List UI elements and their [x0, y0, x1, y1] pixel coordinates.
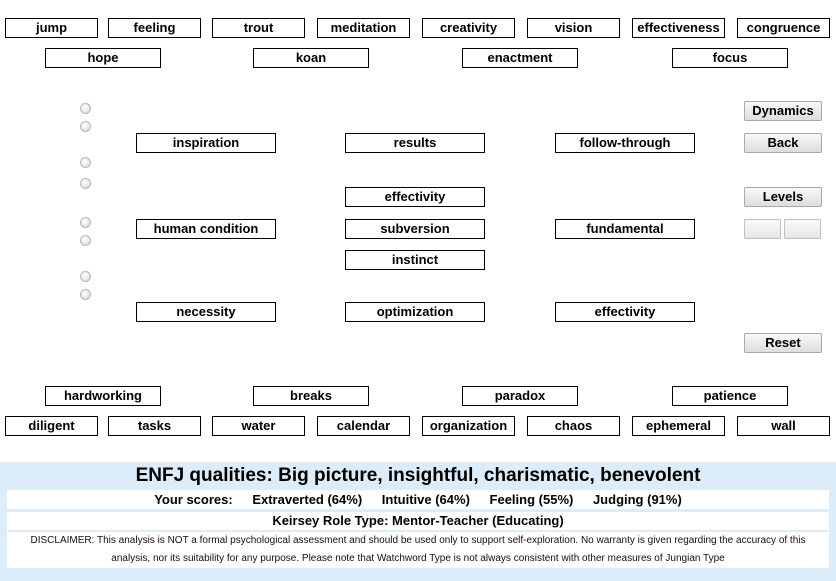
- word-box[interactable]: wall: [737, 416, 830, 436]
- score-item: Feeling (55%): [489, 492, 574, 507]
- score-item: Intuitive (64%): [381, 492, 470, 507]
- radio-button[interactable]: [80, 103, 91, 114]
- keirsey-role: Keirsey Role Type: Mentor-Teacher (Educating): [7, 512, 829, 530]
- word-box[interactable]: organization: [422, 416, 515, 436]
- grid-word[interactable]: instinct: [345, 250, 485, 270]
- reset-button[interactable]: Reset: [744, 333, 822, 353]
- word-box[interactable]: calendar: [317, 416, 410, 436]
- back-button[interactable]: Back: [744, 133, 822, 153]
- radio-button[interactable]: [80, 235, 91, 246]
- word-box[interactable]: hope: [45, 48, 161, 68]
- word-box[interactable]: vision: [527, 18, 620, 38]
- word-box[interactable]: diligent: [5, 416, 98, 436]
- grid-word[interactable]: effectivity: [555, 302, 695, 322]
- word-box[interactable]: effectiveness: [632, 18, 725, 38]
- grid-word[interactable]: necessity: [136, 302, 276, 322]
- scores-label: Your scores:: [154, 492, 233, 507]
- blank-button-left[interactable]: [744, 219, 781, 239]
- grid-word[interactable]: effectivity: [345, 187, 485, 207]
- word-box[interactable]: paradox: [462, 386, 578, 406]
- grid-word[interactable]: results: [345, 133, 485, 153]
- word-box[interactable]: feeling: [108, 18, 201, 38]
- levels-button[interactable]: Levels: [744, 187, 822, 207]
- word-box[interactable]: creativity: [422, 18, 515, 38]
- grid-word[interactable]: inspiration: [136, 133, 276, 153]
- results-panel: [0, 462, 836, 581]
- grid-word[interactable]: fundamental: [555, 219, 695, 239]
- grid-word[interactable]: follow-through: [555, 133, 695, 153]
- word-box[interactable]: focus: [672, 48, 788, 68]
- type-title: ENFJ qualities: Big picture, insightful, charismatic, benevolent: [135, 465, 701, 486]
- score-item: Judging (91%): [592, 492, 682, 507]
- word-box[interactable]: chaos: [527, 416, 620, 436]
- grid-word[interactable]: human condition: [136, 219, 276, 239]
- word-box[interactable]: patience: [672, 386, 788, 406]
- word-box[interactable]: trout: [212, 18, 305, 38]
- word-box[interactable]: jump: [5, 18, 98, 38]
- word-box[interactable]: tasks: [108, 416, 201, 436]
- radio-button[interactable]: [80, 271, 91, 282]
- radio-button[interactable]: [80, 217, 91, 228]
- disclaimer-text: DISCLAIMER: This analysis is NOT a formal psychological assessment and should be used only to support self-exploration. No warranty is given regarding the accuracy of this analysis, nor its suitability for any purpose. Please note that Watchword Type is not always consistent with other measures of Jungian Type: [7, 532, 829, 568]
- word-box[interactable]: breaks: [253, 386, 369, 406]
- word-box[interactable]: ephemeral: [632, 416, 725, 436]
- word-box[interactable]: enactment: [462, 48, 578, 68]
- word-box[interactable]: meditation: [317, 18, 410, 38]
- grid-word[interactable]: optimization: [345, 302, 485, 322]
- word-box[interactable]: koan: [253, 48, 369, 68]
- grid-word[interactable]: subversion: [345, 219, 485, 239]
- word-box[interactable]: congruence: [737, 18, 830, 38]
- word-box[interactable]: water: [212, 416, 305, 436]
- scores-line: [7, 490, 829, 509]
- score-item: Extraverted (64%): [252, 492, 363, 507]
- dynamics-button[interactable]: Dynamics: [744, 101, 822, 121]
- blank-button-right[interactable]: [784, 219, 821, 239]
- word-box[interactable]: hardworking: [45, 386, 161, 406]
- radio-button[interactable]: [80, 121, 91, 132]
- radio-button[interactable]: [80, 157, 91, 168]
- radio-button[interactable]: [80, 289, 91, 300]
- radio-button[interactable]: [80, 178, 91, 189]
